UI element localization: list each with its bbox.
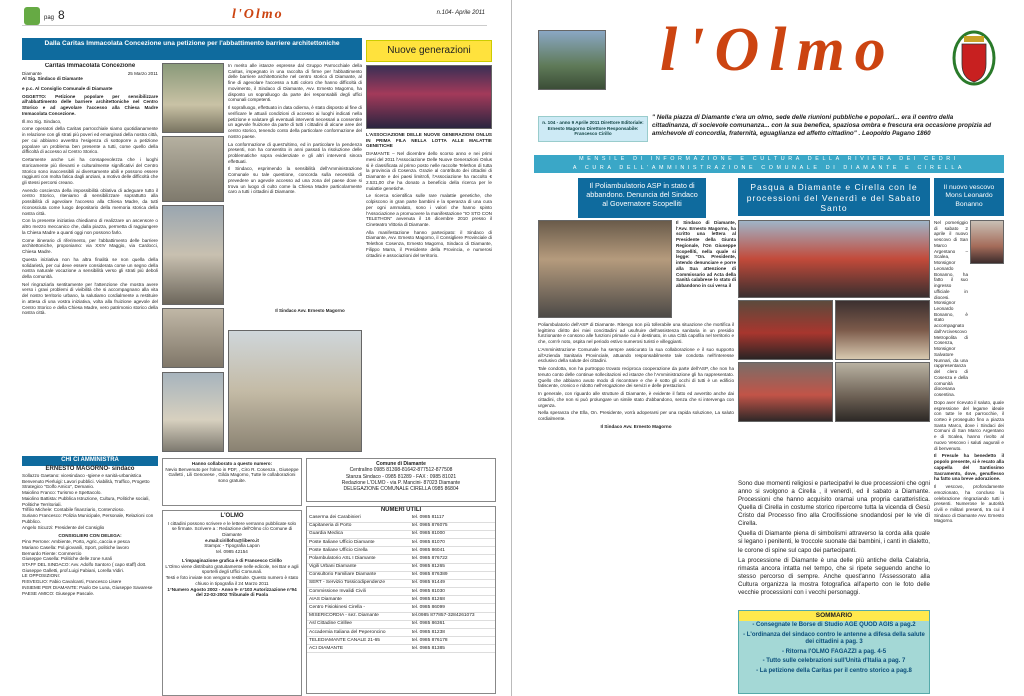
asp-paragraph: Nella speranza che Ella, On. Presidente, vorrà adoperarsi per una rapida soluzione, La saluto cordialmente. [538,410,734,422]
caritas-banner: Dalla Caritas Immacolata Concezione una petizione per l'abbattimento barriere architettoniche [22,38,362,60]
letter-subject: OGGETTO: Petizione popolare per sensibilizzare all'abbattimento delle barriere architettoniche nel Centro Storico e ad agevolare l'accesso alla Chiesa Madre Immacolata Concezione. [22,93,158,116]
comune-item: Stanza Sindaco - 0985 81289 - FAX : 0985 81021 [345,473,457,480]
asp-banner: Il Poliambulatorio ASP in stato di abbandono. Denuncia del Sindaco al Governatore Scopelliti [578,178,706,218]
pasqua-paragraph: Quella di Diamante piena di simbolismi attraverso la corda alla quale si legano i penitenti, le troccole suonate dai bambini, i canti in dialetto, le corone di spine sul capo dei partecipanti. [738,530,930,554]
comune-item: Redazione L'OLMO - via P. Mancini- 87023 Diamante [341,479,461,486]
vescovo-paragraph: Nel pomeriggio di sabato 2 aprile il nuovo vescovo di San Marco Argentano – Scalea, Monsignor Leonardo Bonanno, ha fatto il suo ingresso ufficiale in diocesi. Monsignor Leonardo Bonanno, è stato accompagnato dall'Arcivescovo Metropolita di Cosenza, Monsignor Salvatore Nunnari, da una rappresentanza del clero di Cosenza e della comunità diocesana cosentina. [934,220,968,398]
vescovo-column [934,220,1004,694]
asp-building-photo [538,220,672,318]
comune-item: DELEGAZIONE COMUNALE CIRELLA 0985 86804 [343,486,459,492]
numero-name: Capitaneria di Porto [307,522,410,530]
square-photo [162,372,224,452]
title-strip [534,155,1004,173]
sommario-title: SOMMARIO [739,611,929,621]
table-row [307,539,495,547]
letter-paragraph: Questa iniziativa non ha altra finalità se non quella della solidarietà, per cui deve essere considerata come un segno della nostra naturale vocazione a sensibilità verso gli strati più deboli della comunità. [22,256,158,279]
nuove-paragraph: L'ASSOCIAZIONE DELLE NUOVE GENERAZIONI ONLUS IN PRIMA FILA NELLA LOTTA ALLE MALATTIE GENETICHE [366,132,492,149]
table-row [307,515,495,523]
sommario-item[interactable]: - Consegnate le Borse di Studio AGE QUOD AGIS a pag.2 [752,622,916,629]
page-number: 8 [58,8,65,22]
numero-name: Polambulatorio ASL I Diamante [307,555,410,563]
amministra-item: Maiolino Franco: Turismo e Spettacolo. [22,490,102,496]
amministra-item: Sollazzo Gaetano: vicesindaco -Igiene e sanità-urbanistica [22,473,142,478]
pasqua-paragraph: La processione di Diamante è una delle più antiche della Calabria, rimasta ancora intatta nel tempo, che si ripete seguendo anche lo stesso percorso di sempre. Anche quest'anno l'Assessorato alla Cultura organizza la mostra fotografica all'aperto con le foto delle vecchie processioni con i vecchi personaggi. [738,556,930,596]
numero-name: Caserma dei Carabinieri [307,515,410,523]
alley-photo [162,308,224,368]
masthead-small: l'Olmo [232,7,284,22]
olmo-logo-icon [24,7,40,25]
numero-name: Commissione Invalidi Civili [307,588,410,596]
vescovo-paragraph: Il Presule ha benedetto il popolo presente, si è recato alla cappella del Santissimo Sacramento, dove, genuflesso ha fatto una breve adorazione. [934,453,1004,482]
table-row [307,637,495,645]
letter-from: Caritas Immacolata Concezione [44,63,136,69]
amministra-title: CHI CI AMMINISTRA [22,456,158,466]
strip-line-2: A CURA DELL'AMMINISTRAZIONE COMUNALE DI DIAMANTE E CIRELLA [572,164,966,171]
minoranza-item: Bernardo Riente: Commercio [22,550,82,556]
minoranza-item: Giuseppe Casella: Politiche delle zone rurali [22,556,112,562]
numero-name: SERT - Servizio Tossicodipendenze [307,579,410,587]
comune-item: Centralino 0985 81398-81642-877512-877508 [349,467,453,474]
table-row [307,579,495,587]
right-page [512,0,1024,696]
numero-name: Accademia Italiana del Peperoncino [307,628,410,636]
pasqua-banner: Pasqua a Diamante e Cirella con le processioni del Venerdì e del Sabato Santo [738,178,930,216]
letter-greeting: Ill.mo Sig. Sindaco, [22,118,62,124]
numero-name: ACI DIAMANTE [307,645,410,653]
street-photo [162,136,224,202]
amministra-box [22,456,158,696]
vescovo-paragraph: Il vescovo, profondamente emozionato, ha concluso la celebrazione ringraziando tutti i presenti. Numerose le autorità civili e militari presenti, tra cui il Sindaco di Diamante Avv. Ernesto Magorno. [934,484,1004,524]
page-label: pag [44,15,55,21]
numero-phone: tel. 0985 81070 [410,539,495,547]
numero-phone: tel. 0985 876722 [410,555,495,563]
nuove-paragraph: DIAMANTE – Nel dicembre dello scorso anno e nei primi mesi del 2011 l'Associazione Delle Nuove Generazioni Onlus si è classificata al primo posto nelle raccolte Telethon di tutta la provincia di Cosenza. Grazie al contributo dei cittadini di Diamante e dei paesi limitrofi, l'Associazione ha raccolto € 2.531,00 che ha donato a beneficio della ricerca per le malattie genetiche. [366,151,492,191]
amministra-item: Maiolino Battista: Pubblica Istruzione, Cultura, Politiche sociali, Politiche Territoriali. [22,495,150,507]
numero-name: MISERICORDIA - sez. Diamante [307,612,410,620]
letter-place: Diamante [22,70,42,76]
sommario-item[interactable]: - Ritorna l'OLMO FAGAZZI a pag. 4-5 [781,648,887,655]
collab-text: Nevio Benvenuto per l'olmo in PDF, , Ciro R. Cosenza , Giuseppe Galletti , Lili Genovese , Gilda Magorno, Tutte le collaborazioni sono gratuite. [165,466,299,484]
coat-of-arms-icon [952,28,996,88]
issue-label: n.104- Aprile 2011 [436,10,485,16]
sommario-item[interactable]: - L'ordinanza del sindaco contro le antenne a difesa della salute dei cittadini a pag. 3 [743,631,925,646]
nuove-generazioni-title: Nuove generazioni [366,40,492,62]
mid-paragraph: In merito alle istanze espresse dal Gruppo Parrocchiale della Caritas, impegnato in una raccolta di firme per l'abbattimento delle barriere architettoniche nel centro storico di Diamante, al fine di agevolare l'accesso a tutti coloro che hanno difficoltà di movimento, il Sindaco di Diamante, Avv. Ernesto Magorno, ha disposto un sopralluogo da parte dei responsabili degli uffici comunali competenti. [228,63,362,103]
table-row [307,588,495,596]
asp-column [538,322,734,694]
asp-signature: Il Sindaco Avv. Ernesto Magorno [600,423,672,429]
numero-phone: tel. 0985 876389 [410,571,495,579]
olmo-email: e.mail:cirillofra@libero.it [205,537,259,543]
mid-paragraph: Il Sindaco, esprimendo la sensibilità dell'Amministrazione Comunale su tale questione, concorda sulla necessità di prevedere un agevole accesso ad una zona del paese dove si trova un luogo di culto come la Chiesa Madre particolarmente caro a tutti i cittadini di Diamante. [228,166,362,195]
numero-name: Consultorio Familiare Diamante [307,571,410,579]
elm-tree-photo [538,30,606,90]
letter-column [22,63,158,453]
numero-phone: tel. 0985 81385 [410,645,495,653]
mayor-response-column [228,63,362,363]
numero-name: AIAS Diamante [307,596,410,604]
olmo-title: l'Olmo [660,16,896,84]
procession-photo-1 [738,220,930,298]
table-row [307,547,495,555]
numero-name: Centro Fisiokinesi Cirella - [307,604,410,612]
numero-phone: tel. 0985 86361 [410,620,495,628]
numero-phone: tel. 0985 86099 [410,604,495,612]
numero-phone: tel. 0985 81268 [410,596,495,604]
table-row [307,628,495,636]
olmo-info-item: I cittadini possono scrivere e le lettere verranno pubblicate solo se firmate. Scrivere a : Redazione dell'Olmo c/o Comune di Diamante [167,520,297,537]
numeri-title: NUMERI UTILI [380,507,422,513]
numero-phone: tel. 0985 876178 [410,637,495,645]
strip-line-1: MENSILE DI INFORMAZIONE E CULTURA DELLA RIVIERA DEI CEDRI [579,156,959,162]
olmo-info-item: tel. 0985 42154 [216,549,248,555]
nuove-paragraph: Alla manifestazione hanno partecipato: il Sindaco di Diamante, Avv. Ernesto Magorno, il Consigliere Provinciale di Telethon Cosenza, Ernesto Magorno, Sindaco di Diamante, Filippo Marra, il Presidente della Provincia, e numerosi cittadini e associazioni del territorio. [366,229,492,258]
table-row [307,596,495,604]
mayor-signature: Il Sindaco Avv. Ernesto Magorno [275,308,345,313]
letter-paragraph: Avendo coscienza della impossibilità oblativa di adeguare tutto il centro Storico, riteniamo di sensibilizzare soprattutto alla possibilità di agevolare l'accesso alla Chiesa Madre, da tutti riconosciuta come luogo depositario della memoria storica della nostra città. [22,187,158,216]
numero-name: TELEDIAMANTE CANALE 21-65 [307,637,410,645]
table-row [307,604,495,612]
nuove-paragraph: Le ricerca scientifica sulle rare malattie genetiche, che colpiscono in gran parte bambini e la speranza di una cura per ogni ammalato, sono i valori che hanno spinto l'Associazione a promuovere la manifestazione "IO STO CON TELETHON" avvenuta il 16 dicembre 2010 presso il Cineteatro Vittoria di Diamante. [366,193,492,228]
church-photo [162,63,224,133]
olmo-info-title: L'OLMO [220,513,244,519]
sommario-item[interactable]: - La petizione della Caritas per il centro storico a pag.8 [756,667,912,674]
amministra-item: Angelo Sicuzzi: Presidente del Consiglio [22,524,105,530]
mid-paragraph: La conformazione di quest'ultimo, ed in particolare la pendenza presenti, non ha consentito in anni passati la risoluzione delle problematiche sopra evidenziate e gli altri interventi sinora effettuati. [228,141,362,164]
minoranza-item: LE OPPOSIZIONI: [22,573,61,579]
pasqua-column [738,480,930,606]
numero-name: Vigili Urbani Diamante [307,563,410,571]
letter-paragraph: come operatori della Caritas parrocchiale siamo quotidianamente in relazione con gli strati più poveri ed emarginati della nostra città, per cui abbiamo avvertito l'esigenza di sottoporre a petizione popolare un problema ben presente a tutti, come quello della difficoltà di accesso al Centro Storico. [22,126,158,155]
table-row [307,530,495,538]
olmo-info-box [162,510,302,696]
collab-box [162,458,302,506]
amministra-item: Trifilio Michele: Contabile finanziario, Contenzioso. [22,507,125,513]
numero-name: Asl Cittadine Cirillee [307,620,410,628]
asp-paragraph: In generale, con riguardo alle strutture di Diamante, è evidente il fatto ed avvertito anche dai cittadini, che non si può prolungare un simile stato d'abbandono, senza che si intervenga con urgenza. [538,391,734,408]
amministra-item: Benvenuto Pierluigi: Lavori pubblici. Viabilità, Traffico, Progetto Strategico "Golfo Amico", Demanio. [22,478,150,490]
minoranza-item: Pino Perrone: Ambiente, Porto, Agric.,caccia e pesca [22,539,130,545]
numero-phone: tel. 0985 91449 [410,579,495,587]
minoranza-item: Mariano Casella: Pol.giovanili, Sport, politiche lavoro [22,544,129,550]
numero-phone: tel. 0985 86041 [410,547,495,555]
sommario-item[interactable]: - Tutto sulle celebrazioni sull'Unità d'Italia a pag. 7 [762,658,906,665]
numero-phone: tel. 0985 81030 [410,588,495,596]
left-header [22,4,487,26]
procession-photo-5 [835,362,930,422]
numero-phone: tel. 0985 81117 [410,515,495,523]
letter-paragraph: Certamente anche Lei ha consapevolezza che i luoghi storicamente più rilevanti e culturalmente significativi del Centro Storico sono inaccessibili ai diversamente abili e possono essere raggiunti con molta fatica dagli anziani, a motivo delle difficoltà che gli stessi percorsi creano. [22,157,158,185]
asp-paragraph: Tale condotta, non ha purtroppo trovato reciproca cooperazione da parte dell'ASP, che non ha tenuto conto delle continue sollecitazioni ed istanze che l'Amministrazione gli ha rappresentato. Quello che abbiamo avuto modo di riscontrare e che è sotto gli occhi di tutti è un edificio fatiscente, cronico e ridotto nell'erogazione dei servizi e delle prestazioni. [538,366,734,389]
table-row [307,612,495,620]
vescovo-paragraph: Dopo aver ricevuto il saluto, quale espressione del legame ideale con tutte le 64 parrocchie, il corteo è proseguito fino a piazza Santa Marco, dove i Sindaci dei Comuni di San Marco Argentano e di Scalea, hanno rivolto al nuovo Vescovo i saluti augurali e di benvenuto. [934,399,1004,451]
procession-photo-3 [835,300,930,360]
table-row [307,645,495,653]
olmo-info-item: L'impaginazione grafica è di Francesco Cirillo [182,557,282,563]
asp-paragraph: L'Amministrazione Comunale ha sempre assicurato la sua collaborazione e il suo supporto all'Azienda Sanitaria Provinciale, attuando responsabilmente tale condotta nell'interesse esclusivo della salute dei cittadini. [538,346,734,364]
telethon-photo [366,65,492,129]
minoranza-title: CONSIGLIERI CON DELEGA: [58,533,122,539]
minoranza-item: STAFF DEL SINDACO: Avv. Adolfo Santoro ( capo staff) dott. Giuseppe Galletti, prof.Luigi Fabiani, Lorella Vidiri. [22,562,147,573]
numero-name: Guardia Medica [307,530,410,538]
minoranza-item: PAESE AMICO: Giuseppe Pascale. [22,590,95,596]
issue-box: n. 104 - anno 9 Aprile 2011 Direttore Editoriale: Ernesto Magorno Direttore Responsabile: Francesco Cirillo [538,116,648,142]
numero-phone: tel. 0985 876075 [410,522,495,530]
mid-paragraph: Il sopralluogo, effettuato in data odierna, è stato disposto al fine di verificare le attuali condizioni di accesso ai luoghi indicati nella petizione e valutare gli eventuali interventi necessari a consentire un agevole fruizione da parte di tutti i cittadini di alcune aree del centro storico, tenendo conto della particolare conformazione del nostro paese. [228,105,362,139]
table-row [307,571,495,579]
table-row [307,522,495,530]
numero-phone: tel. 0985 81000 [410,530,495,538]
asp-side-text: Il Sindaco di Diamante, l'Avv. Ernesto Magorno, ha scritto una lettera al Presidente della Giunta Regionale, l'On Giuseppe Scopelliti, nella quale si legge: "On. Presidente, intendo denunciare e porre alla Sua attenzione di Commissario ad Acta della Sanità calabrese lo stato di abbandono in cui versa il [676,220,736,289]
minoranza-item: RISVEGLIO: Fabio Cavalcanti, Francesco Lisere [22,579,122,585]
comune-title: Comune di Diamante [376,461,426,467]
collab-title: Hanno collaborato a questo numero: [191,461,273,466]
sommario-box [738,610,930,694]
letter-paragraph: Come itinerario di riferimento, per l'abbattimento delle barriere architettoniche, proponiamo: via XXIV Maggio, via Cardocci, Chiesa Madre. [22,237,158,255]
olmo-info-item: Testi e foto inviate non vengono restituite. Questo numero è stato chiuso in tipografia il 24 Marzo 2011 [165,575,299,586]
letter-to: Al Sig. Sindaco di Diamante [22,76,83,82]
numero-name: Poste Italiane Ufficio Diamante [307,539,410,547]
table-row [307,620,495,628]
olmo-info-item: L'Olmo viene distribuito gratuitamente nelle edicole, nei Bar e agli sportelli degli Uffici Comunali. [165,563,299,575]
numeri-table [307,515,495,654]
minoranza-item: INSIEME PER DIAMANTE: Paolo De Luna, Giuseppe Savarese [22,584,153,590]
numero-phone: tel. 0985 81238 [410,628,495,636]
letter-paragraph: Nel ringraziarla sentitamente per l'attenzione che mostra avere verso i gravi problemi di vivibilità che si accompagnano alla vita del nostro territorio urbano, la salutiamo cordialmente a restituire in attesa di una vostra iniziativa, volta alla fruizione agevole del Centro Storico e della Chiesa Madre, vero patrimonio storico della nostra città. [22,281,158,316]
asp-paragraph: Poliambulatorio dell'ASP di Diamante. Ritengo non più tollerabile una situazione che mortifica il legittimo diritto dei miei concittadini ad usufruire dell'assistenza sanitaria in un presidio funzionante e consono alle funzioni primarie cui è destinato, in una Città capofila nel territorio e che, com'è noto, ospita nel periodo estivo numerosi turisti e villeggianti. [538,322,734,345]
comune-box [306,458,496,502]
olmo-info-item: Stampa: - Tipografia Lapon [204,543,260,549]
letter-cc: e p.c. Al Consiglio Comunale di Diamante [22,85,113,91]
stairs-photo [162,205,224,305]
vescovo-banner: Il nuovo vescovo Mons Leonardo Bonanno [934,178,1004,216]
amministra-sub: ERNESTO MAGORNO- sindaco [45,465,135,472]
quote-text: " Nella piazza di Diamante c'era un olmo, sede delle riunioni pubbliche e popolari... era il centro della cittadinanza, di socievole comunanza... con la sua benefica, spaziosa ombra e frescura era occasione propizia ad amichevole di concordia, fraternità, eguaglianza ed affetto cittadino" . Leopoldo Pagano 1860 [652,114,992,137]
piazza-photo [228,330,362,452]
olmo-info-item: 1°Numero Agosto 2002 - Anno 9- n°103 Autorizzazione n°94 del 22-02-2002 Tribunale di Paola [167,586,297,598]
letter-date: 25 Marzo 2011 [127,70,158,76]
amministra-item: Suriano Francesco: Polizia Municipale, Personale, Relazioni con Pubblico. [22,513,154,524]
letter-paragraph: Con la presente iniziativa chiediamo di realizzare un ascensore o altro mezzo meccanico che, dalla piazza, permetta di raggiungere la Chiesa Madre a quanti oggi non possono farlo. [22,218,158,235]
numero-phone: tel. 0985 81265 [410,563,495,571]
pasqua-paragraph: Sono due momenti religiosi e partecipativi le due processioni che ogni anno si svolgono a Cirella , il venerdì, ed il sabato a Diamante. Processioni che hanno acquisito oramai una propria caratteristica. Quella di Cirella in costume storico ripercorre tutta la vicenda di Gesù Cristo dal Processo fino alla Crocifissione snodandosi per le vie di Cirella. [738,480,930,528]
procession-photo-2 [738,300,833,360]
table-row [307,555,495,563]
numero-name: Poste Italiane Ufficio Cirella [307,547,410,555]
nuove-generazioni-column [366,132,492,452]
numeri-utili-box [306,506,496,694]
numero-phone: tel.0985 877857-3284261073 [410,612,495,620]
procession-photo-4 [738,362,833,422]
table-row [307,563,495,571]
